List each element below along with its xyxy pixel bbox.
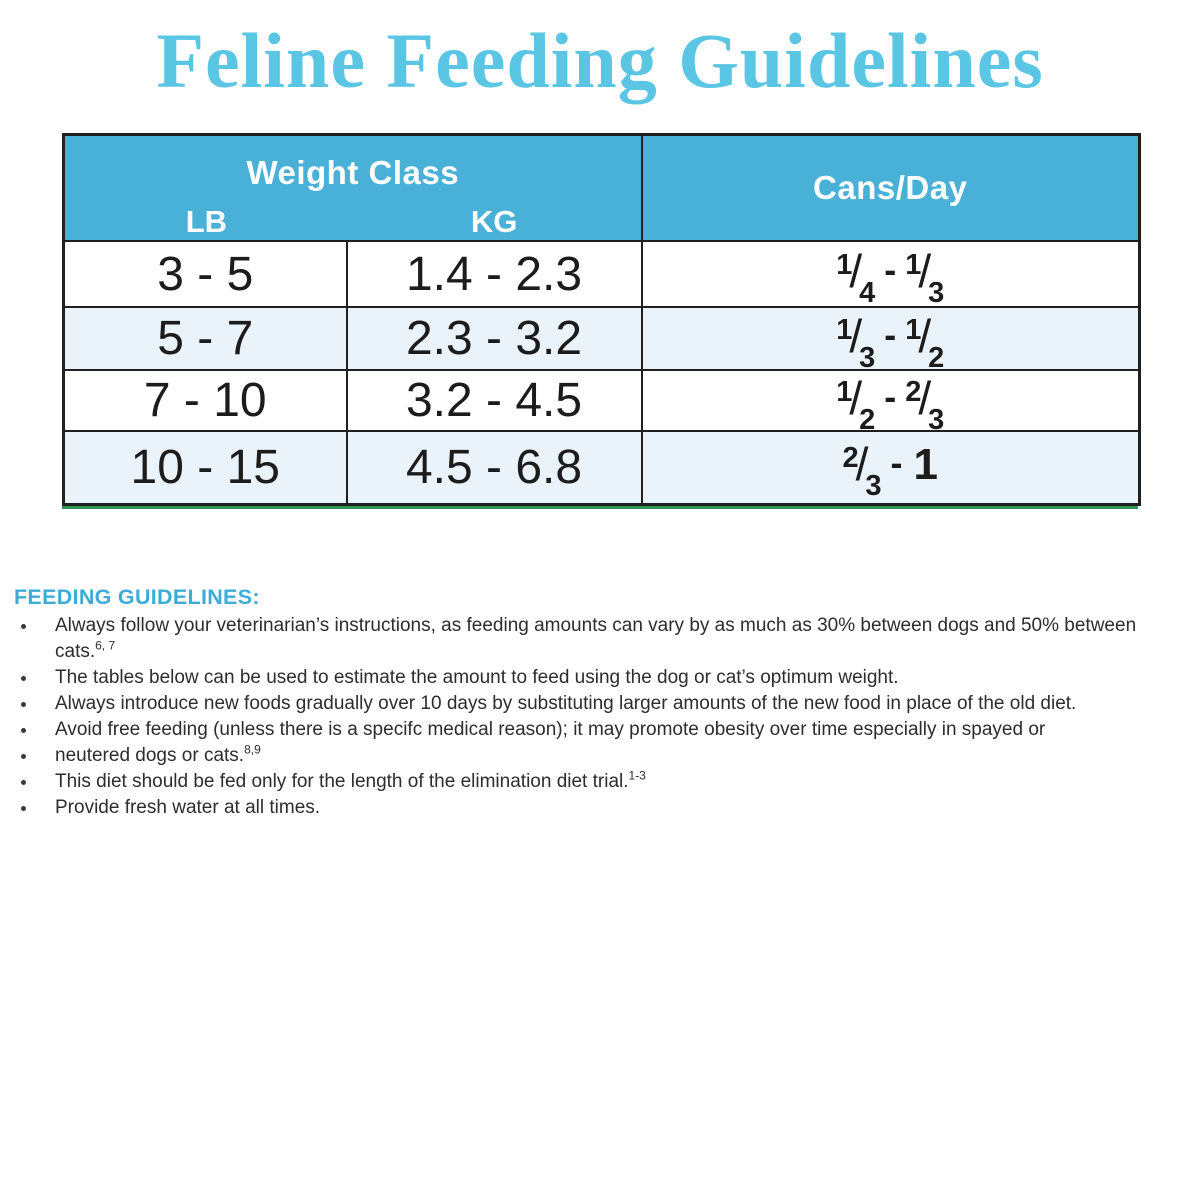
fraction-numerator: 1 [836,249,853,281]
bullet-icon [21,702,26,707]
feeding-table-container [62,133,1138,509]
bullet-icon [21,676,26,681]
weight-class-label: Weight Class [246,154,460,191]
fraction-denominator: 3 [859,341,876,374]
fraction-slash: / [849,371,863,424]
range-separator: - [884,249,897,290]
reference-superscript: 1-3 [628,768,646,783]
cans-cell [642,241,1140,307]
fraction-denominator: 3 [928,277,945,309]
guideline-text: neutered dogs or cats. [55,745,245,766]
range-separator: - [890,442,903,484]
col-header-weight-class [64,135,642,242]
fraction-denominator: 2 [928,341,945,374]
guideline-text: Always follow your veterinarian’s instructions, as feeding amounts can vary by as much as 30% between dogs and 50% between cats. [55,615,1137,662]
lb-cell: 3 - 5 [64,241,347,307]
whole-number: 1 [913,440,939,490]
fraction-slash: / [918,371,932,424]
col-header-cans-day: Cans/Day [642,135,1140,242]
table-row [64,431,1140,504]
guideline-item [14,665,1191,691]
lb-label: LB [185,204,228,239]
fraction-denominator: 4 [859,277,876,309]
guideline-text: Provide fresh water at all times. [55,797,321,818]
kg-label: KG [470,204,518,239]
fraction-numerator: 2 [842,442,859,475]
guideline-text: This diet should be fed only for the length of the elimination diet trial. [55,771,629,792]
fraction-numerator: 1 [836,375,853,408]
bullet-icon [21,806,26,811]
guideline-item [14,743,1191,769]
reference-superscript: 6, 7 [95,638,116,653]
bullet-icon [21,780,26,785]
table-row [64,241,1140,307]
guideline-text: The tables below can be used to estimate the amount to feed using the dog or cat’s optimum weight. [55,667,899,688]
table-bottom-accent [62,506,1138,509]
reference-superscript: 8,9 [244,742,261,757]
fraction-denominator: 2 [859,403,876,436]
lb-cell: 7 - 10 [64,370,347,431]
table-row [64,307,1140,370]
guideline-item [14,769,1191,795]
fraction-slash: / [849,245,863,297]
guideline-item [14,795,1191,821]
guideline-item [14,717,1191,743]
bullet-icon [21,624,26,629]
fraction-numerator: 2 [905,375,922,408]
cans-cell [642,307,1140,374]
bullet-icon [21,728,26,733]
feeding-table [62,133,1141,506]
guideline-item [14,691,1191,717]
fraction-denominator: 3 [865,470,882,503]
fraction-numerator: 1 [836,313,853,346]
kg-cell: 2.3 - 3.2 [347,307,642,370]
cans-cell [642,370,1140,436]
table-header-row [64,135,1140,242]
fraction-slash: / [855,438,869,491]
kg-cell: 4.5 - 6.8 [347,431,642,504]
guideline-item [14,613,1191,665]
range-separator: - [884,375,897,417]
guidelines-heading: FEEDING GUIDELINES: [14,585,260,609]
fraction-numerator: 1 [905,249,922,281]
cans-cell [642,431,1140,504]
feeding-guidelines-section [14,584,1191,821]
kg-cell: 1.4 - 2.3 [347,241,642,307]
fraction-denominator: 3 [928,403,945,436]
bullet-icon [21,754,26,759]
fraction-slash: / [918,245,932,297]
kg-cell: 3.2 - 4.5 [347,370,642,431]
fraction-numerator: 1 [905,313,922,346]
table-row [64,370,1140,431]
lb-cell: 5 - 7 [64,307,347,370]
guideline-text: Avoid free feeding (unless there is a specifc medical reason); it may promote obesity over time especially in spayed or [55,719,1046,740]
guideline-text: Always introduce new foods gradually over 10 days by substituting larger amounts of the new food in place of the old diet. [55,693,1077,714]
fraction-slash: / [849,309,863,362]
page-title: Feline Feeding Guidelines [156,17,1044,104]
range-separator: - [884,313,897,355]
lb-cell: 10 - 15 [64,431,347,504]
fraction-slash: / [918,309,932,362]
